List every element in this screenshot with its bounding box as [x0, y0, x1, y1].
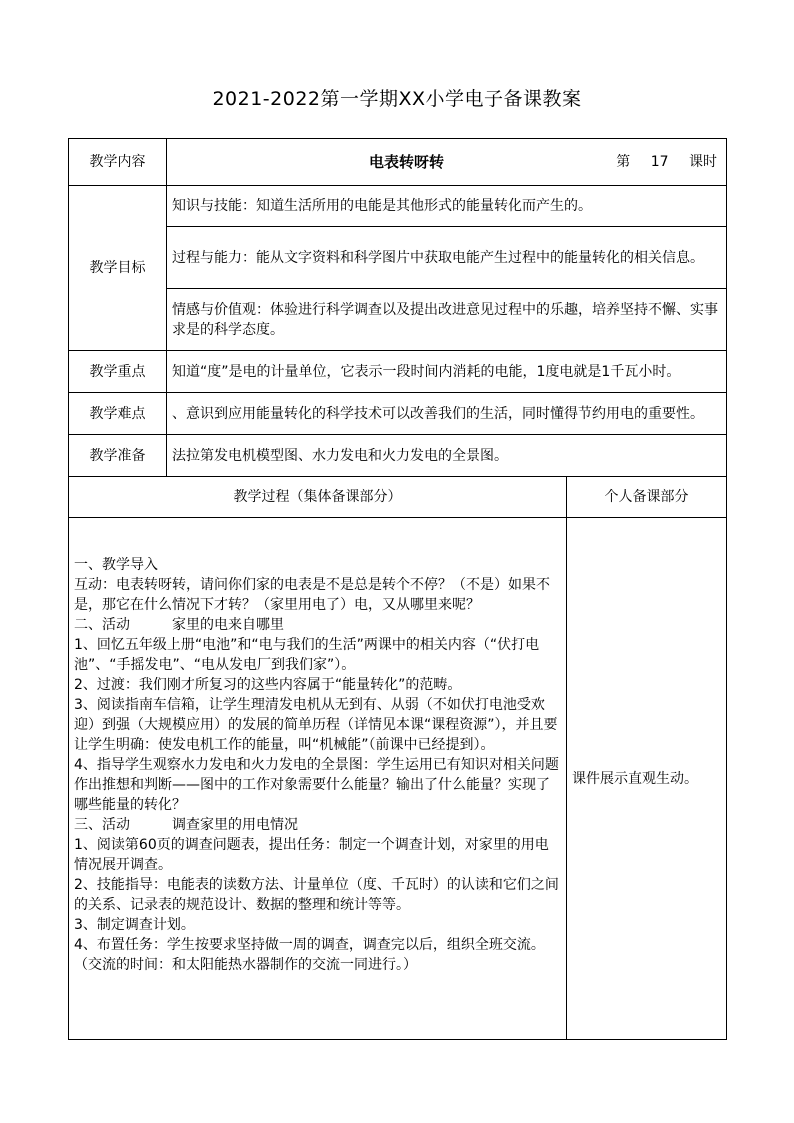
- process-line: 3、制定调查计划。: [74, 916, 195, 933]
- row-teaching-content: [69, 139, 727, 186]
- lesson-number: [616, 152, 717, 172]
- goal-emotion: 情感与价值观：体验进行科学调查以及提出改进意见过程中的乐趣，培养坚持不懈、实事求是的科学态度。: [167, 289, 727, 351]
- process-line: 2、技能指导：电能表的读数方法、计量单位（度、千瓦时）的认读和它们之间的关系、记录表的规范设计、数据的整理和统计等等。: [74, 876, 559, 913]
- row-goal-emotion: [69, 289, 727, 351]
- row-goal-process: [69, 227, 727, 289]
- process-line: 1、阅读第60页的调查问题表，提出任务：制定一个调查计划，对家里的用电情况展开调查。: [74, 836, 549, 873]
- process-line: 2、过渡：我们刚才所复习的这些内容属于“能量转化”的范畴。: [74, 676, 462, 693]
- key-point-text: 知道“度”是电的计量单位，它表示一段时间内消耗的电能，1度电就是1千瓦小时。: [167, 351, 727, 393]
- lesson-prefix: 第: [616, 153, 631, 170]
- process-content: [69, 518, 567, 1040]
- preparation-label: 教学准备: [69, 435, 167, 477]
- goal-knowledge: 知识与技能：知道生活所用的电能是其他形式的能量转化而产生的。: [167, 186, 727, 227]
- lesson-number-value: 17: [650, 153, 669, 170]
- personal-note: 课件展示直观生动。: [567, 518, 727, 1040]
- lesson-title-cell: [167, 139, 727, 186]
- lesson-plan-table: [68, 138, 727, 1040]
- process-line: 1、回忆五年级上册“电池”和“电与我们的生活”两课中的相关内容（“伏打电池”、“手摇发电”、“电从发电厂到我们家”）。: [74, 636, 540, 673]
- lesson-title: 电表转呀转: [369, 152, 445, 171]
- blank-space: [74, 975, 561, 1003]
- row-process-body: [69, 518, 727, 1040]
- goal-process: 过程与能力：能从文字资料和科学图片中获取电能产生过程中的能量转化的相关信息。: [167, 227, 727, 289]
- teaching-goals-label: 教学目标: [69, 186, 167, 351]
- row-preparation: [69, 435, 727, 477]
- row-key-point: [69, 351, 727, 393]
- row-difficulty: [69, 393, 727, 435]
- process-line: 一、教学导入: [74, 556, 158, 573]
- document-title: 2021-2022第一学期XX小学电子备课教案: [212, 88, 582, 110]
- difficulty-text: 、意识到应用能量转化的科学技术可以改善我们的生活，同时懂得节约用电的重要性。: [167, 393, 727, 435]
- process-line: 二、活动 家里的电来自哪里: [74, 616, 284, 633]
- process-line: 4、布置任务：学生按要求坚持做一周的调查，调查完以后，组织全班交流。（交流的时间：和太阳能热水器制作的交流一同进行。）: [74, 936, 545, 973]
- process-line: 4、指导学生观察水力发电和火力发电的全景图：学生运用已有知识对相关问题作出推想和判断——图中的工作对象需要什么能量？输出了什么能量？实现了哪些能量的转化？: [74, 756, 559, 813]
- process-line: 互动：电表转呀转，请问你们家的电表是不是总是转个不停？（不是）如果不是，那它在什么情况下才转？（家里用电了）电，又从哪里来呢？: [74, 576, 550, 613]
- teaching-content-label: 教学内容: [69, 139, 167, 186]
- process-line: 3、阅读指南车信箱，让学生理清发电机从无到有、从弱（不如伏打电池受欢迎）到强（大规模应用）的发展的简单历程（详情见本课“课程资源”），并且要让学生明确：使发电机工作的能量，叫“机械能”（前课中已经提到）。: [74, 696, 558, 753]
- row-goal-knowledge: [69, 186, 727, 227]
- key-point-label: 教学重点: [69, 351, 167, 393]
- difficulty-label: 教学难点: [69, 393, 167, 435]
- lesson-suffix: 课时: [689, 153, 717, 170]
- personal-header: 个人备课部分: [567, 477, 727, 518]
- process-header: 教学过程（集体备课部分）: [69, 477, 567, 518]
- row-process-header: [69, 477, 727, 518]
- preparation-text: 法拉第发电机模型图、水力发电和火力发电的全景图。: [167, 435, 727, 477]
- process-line: 三、活动 调查家里的用电情况: [74, 816, 298, 833]
